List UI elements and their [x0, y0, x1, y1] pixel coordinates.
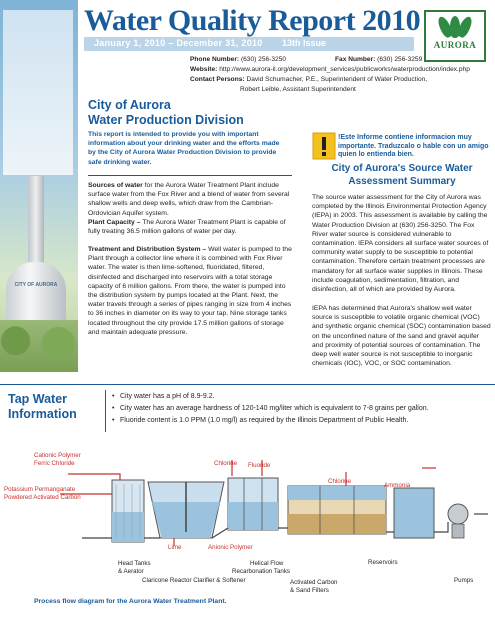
ammonia-label: Ammonia	[384, 482, 411, 489]
report-title: Water Quality Report 2010	[84, 4, 421, 37]
section-divider	[0, 384, 495, 385]
treatment-text: Well water is pumped to the Plant through a collector line where it is combined with Fox River water. The water is then lime-softened, fluoridated, filtered, disinfected and discharged into reservoirs with a total storage capacity of 6 million gallons. From there, the water is pumped into the distribution system by pumps located at the Plant. Next, the water travels through a series of pipes ranging in size from 4 inches to 36 inches in diameter on its way to your tap. Nine storage tanks located throughout the city provide 17.5 million gallons of storage and maintain adequate pressure.	[88, 246, 292, 336]
assessment-paragraph-2: IEPA has determined that Aurora's shallow well water source is susceptible to volatile organic chemical (VOC) and synthetic organic chemical (SOC) contamination based on the unconfined nature of the sand and gravel aquifer and proximity of potential sources of contamination. The deep well water source is not susceptible to inorganic chemicals (IOC), VOC, or SOC contamination.	[312, 305, 491, 368]
sources-text: for the Aurora Water Treatment Plant include surface water from the Fox River and a blend of water from several shallow wells and deep wells, which draw from the Cambrian-Ordovician Aquifer system.	[88, 182, 290, 217]
fax-line	[335, 56, 422, 63]
sources-paragraph	[88, 181, 292, 218]
phone-number: (630) 256-3250	[240, 56, 287, 63]
permanganate-label: Potassium Permanganate	[4, 486, 76, 493]
contact-persons-2	[240, 86, 356, 93]
fax-label: Fax Number:	[335, 56, 376, 63]
head-tanks-label: Head Tanks	[118, 560, 151, 567]
persons-line2: Robert Leible, Assistant Superintendent	[240, 86, 356, 93]
website-line	[190, 66, 470, 73]
source-heading-line2: Assessment Summary	[348, 176, 456, 187]
aerator-label: & Aerator	[118, 568, 144, 575]
treatment-label: Treatment and Distribution System –	[88, 246, 207, 253]
chlorine-label-1: Chlorine	[214, 460, 238, 467]
phone-label: Phone Number:	[190, 56, 240, 63]
source-heading-line1: City of Aurora's Source Water	[331, 163, 473, 174]
capacity-paragraph	[88, 218, 292, 236]
division-heading-line2: Water Production Division	[88, 113, 244, 127]
warning-icon	[312, 132, 336, 160]
persons-line1: David Schumacher, P.E., Superintendent of Water Production,	[246, 76, 428, 83]
website-label: Website:	[190, 66, 218, 73]
sand-filters-label: & Sand Filters	[290, 587, 329, 594]
chlorine-label-2: Chlorine	[328, 478, 352, 485]
intro-paragraph: This report is intended to provide you with important information about your drinking water and the efforts made by the City of Aurora Water Production Division to provide safe drinking water.	[88, 131, 280, 166]
list-item: • City water has an average hardness of 120-140 mg/liter which is equivalent to 7-8 grains per gallon.	[112, 404, 492, 413]
activated-carbon-label: Activated Carbon	[290, 579, 338, 586]
source-assessment-heading	[312, 162, 492, 188]
list-item: • Fluoride content is 1.0 PPM (1.0 mg/l) as required by the Illinois Department of Public Health.	[112, 416, 492, 425]
trees	[0, 320, 78, 372]
logo-text: AURORA	[433, 40, 477, 50]
anionic-polymer-label: Anionic Polymer	[208, 544, 253, 551]
tap-heading-line2: Information	[8, 407, 77, 421]
tap-water-heading	[8, 392, 98, 422]
issue-number: 13th Issue	[282, 38, 327, 48]
recarbonation-label: Recarbonation Tanks	[232, 568, 291, 575]
tower-pole	[28, 176, 44, 266]
cationic-polymer-label: Cationic Polymer	[34, 452, 81, 459]
contact-persons	[190, 76, 427, 83]
fax-number: (630) 256-3259	[377, 56, 423, 63]
divider	[88, 175, 292, 176]
tap-water-list	[112, 392, 492, 428]
reservoirs-label: Reservoirs	[368, 559, 398, 566]
sources-label: Sources of water	[88, 182, 143, 189]
claricone-label: Claricone Reactor Clarifier & Softener	[142, 577, 246, 584]
lime-label: Lime	[168, 544, 182, 551]
assessment-paragraph-1: The source water assessment for the City of Aurora was completed by the Illinois Environmental Protection Agency (IEPA) in 2003. This assessment is available by calling the Water Production Division at (630) 256-3250. The Fox River water source is considered vulnerable to contamination. IEPA considers all surface water sources of community water supply to be susceptible to potential contamination. Therefore certain treatment processes are mandatory for all surface water supplies in Illinois. These include coagulation, sedimentation, filtration, and disinfection, all of which are provided by Aurora.	[312, 194, 489, 294]
persons-label: Contact Persons:	[190, 76, 245, 83]
aurora-logo	[424, 10, 486, 62]
water-tower-photo	[0, 0, 78, 372]
ferric-chloride-label: Ferric Chloride	[34, 460, 75, 467]
treatment-paragraph	[88, 245, 292, 337]
list-item: • City water has a pH of 8.9-9.2.	[112, 392, 492, 401]
vertical-divider	[105, 390, 106, 432]
process-diagram	[4, 442, 490, 614]
phone-line	[190, 56, 286, 63]
spanish-notice: !Este Informe contiene informacion muy importante. Traduzcalo o hable con un amigo quien lo entienda bien.	[338, 134, 489, 159]
website-link[interactable]: http://www.aurora-il.org/development_services/publicworks/waterproduction/index.php	[219, 66, 470, 73]
pumps-label: Pumps	[454, 577, 474, 584]
date-range: January 1, 2010 – December 31, 2010	[94, 38, 263, 48]
division-heading	[88, 98, 258, 128]
fluoride-label: Fluoride	[248, 462, 271, 469]
sky-area	[3, 10, 73, 175]
tower-sign: CITY OF AURORA	[14, 282, 58, 288]
tap-heading-line1: Tap Water	[8, 392, 68, 406]
helical-flow-label: Helical Flow	[250, 560, 284, 567]
division-heading-line1: City of Aurora	[88, 98, 171, 112]
capacity-text: The Aurora Water Treatment Plant is capable of fully treating 36.5 million gallons of water per day.	[88, 219, 286, 236]
capacity-label: Plant Capacity –	[88, 219, 141, 226]
diagram-caption: Process flow diagram for the Aurora Water Treatment Plant.	[34, 598, 227, 605]
powdered-carbon-label: Powdered Activated Carbon	[4, 494, 81, 501]
